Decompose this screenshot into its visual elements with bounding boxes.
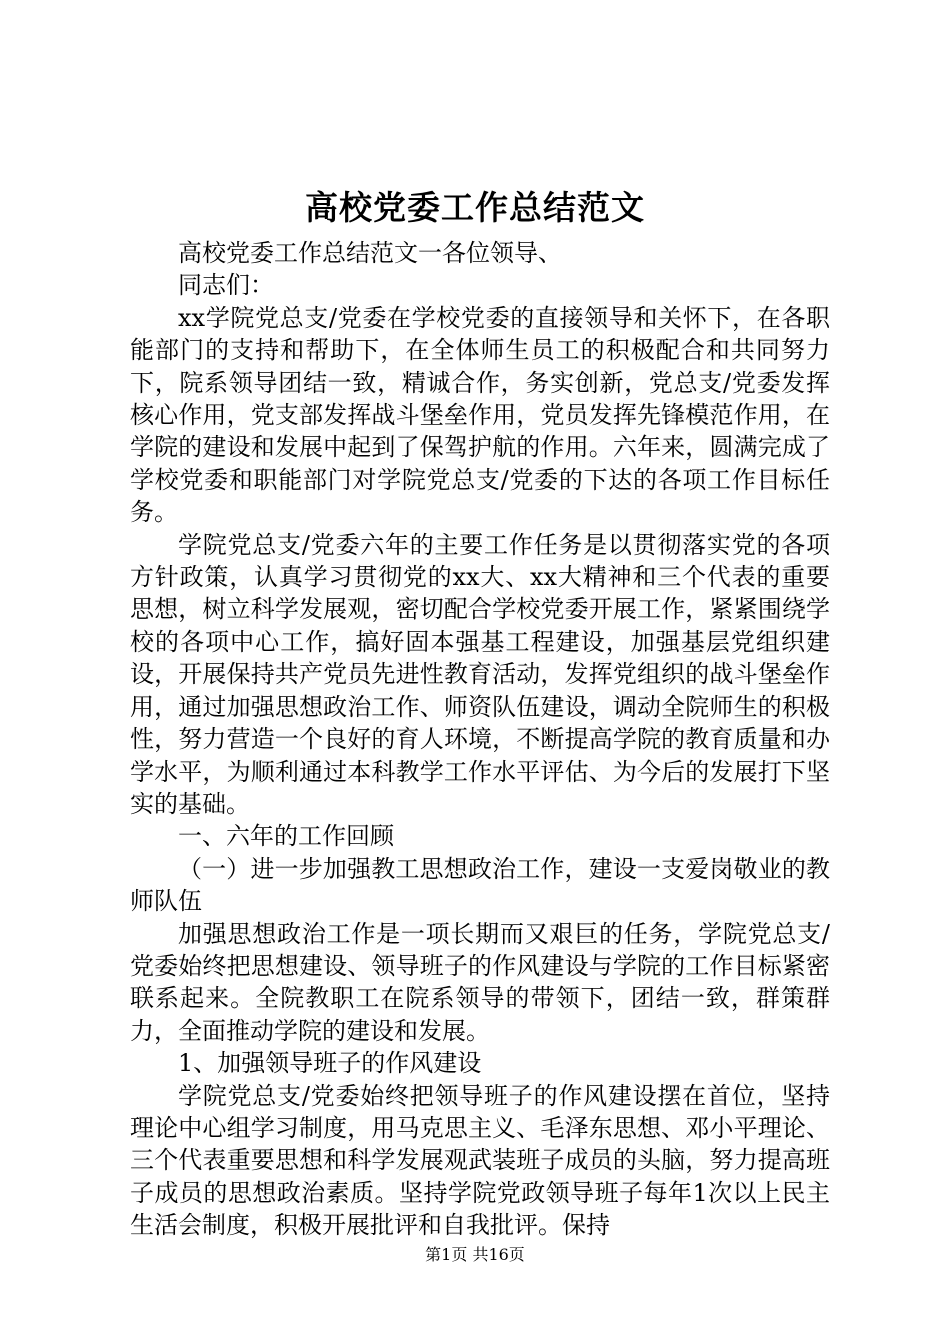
subsection-heading-1: （一）进一步加强教工思想政治工作，建设一支爱岗敬业的教师队伍 [130, 854, 830, 916]
document-body [130, 237, 830, 1242]
paragraph-political-work: 加强思想政治工作是一项长期而又艰巨的任务，学院党总支/党委始终把思想建设、领导班子的作风建设与学院的工作目标紧密联系起来。全院教职工在院系领导的带领下，团结一致，群策群力，全面推动学院的建设和发展。 [130, 919, 830, 1045]
paragraph-salutation: 同志们： [178, 271, 274, 300]
document-title: 高校党委工作总结范文 [305, 188, 645, 227]
section-heading-review: 一、六年的工作回顾 [178, 822, 394, 851]
paragraph-greeting: 高校党委工作总结范文一各位领导、 [178, 239, 562, 267]
page-number-footer: 第1页 共16页 [425, 1245, 525, 1264]
paragraph-main-tasks: 学院党总支/党委六年的主要工作任务是以贯彻落实党的各项方针政策，认真学习贯彻党的xx大、xx大精神和三个代表的重要思想，树立科学发展观，密切配合学校党委开展工作，紧紧围绕学校的各项中心工作，搞好固本强基工程建设，加强基层党组织建设，开展保持共产党员先进性教育活动，发挥党组织的战斗堡垒作用，通过加强思想政治工作、师资队伍建设，调动全院师生的积极性，努力营造一个良好的育人环境，不断提高学院的教育质量和办学水平，为顺利通过本科教学工作水平评估、为今后的发展打下坚实的基础。 [130, 530, 830, 818]
paragraph-leadership: 学院党总支/党委始终把领导班子的作风建设摆在首位，坚持理论中心组学习制度，用马克思主义、毛泽东思想、邓小平理论、三个代表重要思想和科学发展观武装班子成员的头脑，努力提高班子成员的思想政治素质。坚持学院党政领导班子每年1次以上民主生活会制度，积极开展批评和自我批评。保持 [130, 1081, 830, 1240]
item-heading-1: 1、加强领导班子的作风建设 [178, 1049, 482, 1078]
paragraph-intro: xx学院党总支/党委在学校党委的直接领导和关怀下，在各职能部门的支持和帮助下，在全体师生员工的积极配合和共同努力下，院系领导团结一致，精诚合作，务实创新，党总支/党委发挥核心作用，党支部发挥战斗堡垒作用，党员发挥先锋模范作用，在学院的建设和发展中起到了保驾护航的作用。六年来，圆满完成了学校党委和职能部门对学院党总支/党委的下达的各项工作目标任务。 [130, 303, 830, 527]
